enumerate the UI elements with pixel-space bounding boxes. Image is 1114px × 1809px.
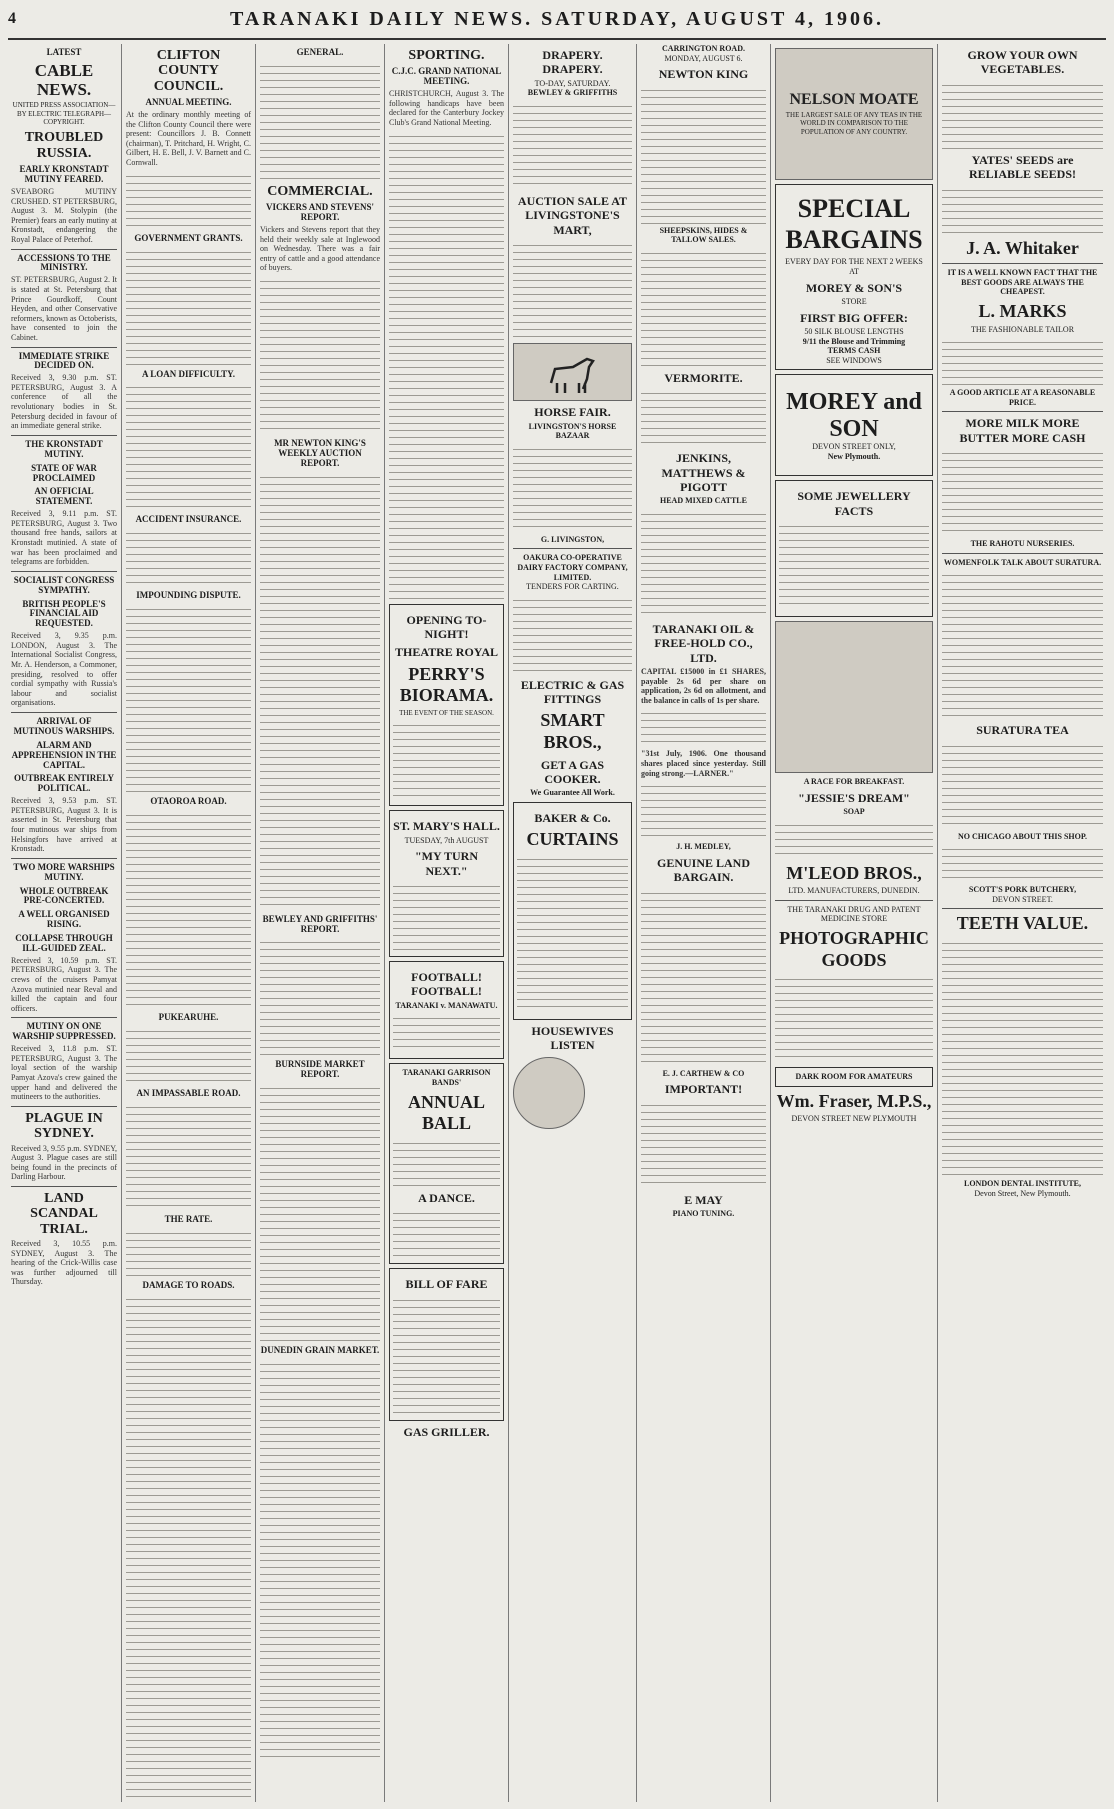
body-filler: [779, 520, 929, 610]
body-filler: [393, 1137, 500, 1187]
story-heading: AN OFFICIAL STATEMENT.: [34, 486, 94, 507]
tenders-carting: TENDERS FOR CARTING.: [526, 582, 619, 592]
body-filler: [517, 853, 628, 1013]
body-filler: [126, 246, 251, 366]
body-filler: [260, 471, 380, 911]
breakfast-illustration: [775, 621, 933, 773]
skins-sale: SHEEPSKINS, HIDES & TALLOW SALES.: [659, 225, 748, 245]
well-known-fact: IT IS A WELL KNOWN FACT THAT THE BEST GOODS ARE ALWAYS THE CHEAPEST.: [947, 268, 1098, 297]
jenkins-firm: JENKINS, MATTHEWS & PIGOTT: [661, 451, 746, 494]
story-heading: OUTBREAK ENTIRELY POLITICAL.: [14, 773, 114, 794]
meeting-heading: ANNUAL MEETING.: [145, 97, 232, 108]
body-filler: [126, 381, 251, 511]
report-heading: DUNEDIN GRAIN MARKET.: [260, 1345, 380, 1356]
hall-date: TUESDAY, 7th AUGUST: [404, 835, 489, 845]
biorama-subtitle: THE EVENT OF THE SEASON.: [399, 708, 494, 717]
divider: [11, 1106, 117, 1107]
column-shop-ads: [772, 44, 936, 1802]
blouse-price: 9/11 the Blouse and Trimming: [802, 336, 906, 346]
column-rule: [255, 44, 256, 1802]
body-filler: [393, 1207, 500, 1257]
story-heading: COLLAPSE THROUGH ILL-GUIDED ZEAL.: [15, 933, 113, 953]
ball-ad: [389, 1063, 504, 1264]
body-filler: [260, 275, 380, 435]
body-filler: [393, 1294, 500, 1414]
tea-slogan: THE LARGEST SALE OF ANY TEAS IN THE WORLD IN COMPARISON TO THE POPULATION OF ANY COUNTRY.: [785, 111, 923, 136]
more-milk: MORE MILK MORE BUTTER MORE CASH: [959, 416, 1086, 445]
divider: [942, 553, 1103, 554]
body-filler: [126, 527, 251, 587]
gas-griller: GAS GRILLER.: [403, 1424, 490, 1439]
hall-name: ST. MARY'S HALL.: [393, 819, 500, 834]
livingston-name: G. LIVINGSTON,: [540, 534, 605, 544]
body-filler: [126, 1025, 251, 1085]
column-sporting-amusements: [386, 44, 507, 1802]
guarantee-line: We Guarantee All Work.: [530, 788, 615, 798]
play-title: "MY TURN NEXT.": [415, 849, 478, 878]
kicker: LATEST: [46, 47, 82, 57]
suratura-talk: WOMENFOLK TALK ABOUT SURATURA.: [943, 557, 1102, 567]
body-filler: [126, 1293, 251, 1802]
piano-tuning: PIANO TUNING.: [672, 1209, 735, 1218]
council-heading: CLIFTON COUNTY COUNCIL.: [153, 48, 224, 94]
store-label: STORE: [841, 296, 867, 306]
story-list: [11, 165, 117, 1102]
baker-name: BAKER & Co.: [534, 811, 611, 826]
column-rule: [384, 44, 385, 1802]
chicago-shop: NO CHICAGO ABOUT THIS SHOP.: [958, 831, 1087, 841]
column-county-council: [123, 44, 254, 1802]
sporting-subheading: C.J.C. GRAND NATIONAL MEETING.: [391, 66, 502, 87]
new-plymouth: New Plymouth.: [827, 451, 881, 461]
body-filler: [260, 1082, 380, 1342]
column-rule: [636, 44, 637, 1802]
story-body: SVEABORG MUTINY CRUSHED. ST PETERSBURG, August 3. M. Stolypin (the Premier) fears an early mutiny at Kronstadt, endangering the Royal Palace of Peterhof.: [11, 187, 117, 244]
page-number: 4: [8, 10, 16, 27]
body-filler: [393, 880, 500, 950]
story-body: Received 3, 9.30 p.m. ST. PETERSBURG, August 3. A conference of all the revolutionary bodies in St. Petersburg decided in favour of an immediate general strike.: [11, 373, 117, 431]
body-filler: [942, 447, 1103, 537]
body-filler: [393, 719, 500, 799]
carthew-name: E. J. CARTHEW & CO: [662, 1068, 745, 1078]
divider: [11, 858, 117, 859]
body-filler: [641, 1099, 766, 1189]
body-filler: [513, 100, 632, 190]
report-heading: BEWLEY AND GRIFFITHS' REPORT.: [262, 913, 378, 934]
mcleod-sub: LTD. MANUFACTURERS, DUNEDIN.: [788, 886, 920, 896]
special-bargains: SPECIAL BARGAINS: [785, 194, 923, 255]
football-heading: FOOTBALL! FOOTBALL!: [411, 970, 482, 999]
jewellery-facts: SOME JEWELLERY FACTS: [797, 489, 911, 518]
body-filler: [775, 819, 933, 859]
body-filler: [389, 130, 504, 600]
divider: [11, 1186, 117, 1187]
taranaki-oil: TARANAKI OIL & FREE-HOLD CO., LTD.: [652, 621, 755, 665]
masthead: [8, 8, 1106, 40]
morey-and-son: MOREY and SON: [786, 389, 922, 442]
story-heading: WHOLE OUTBREAK PRE-CONCERTED.: [19, 885, 109, 906]
scotts-butchery: SCOTT'S PORK BUTCHERY,: [968, 885, 1077, 895]
teeth-value: TEETH VALUE.: [956, 913, 1089, 934]
body-filler: [513, 443, 632, 533]
london-dental: LONDON DENTAL INSTITUTE,: [964, 1179, 1081, 1189]
dark-room: DARK ROOM FOR AMATEURS: [775, 1067, 933, 1087]
genuine-land: GENUINE LAND BARGAIN.: [656, 855, 750, 885]
baker-ad: [513, 802, 632, 1020]
horse-illustration: [513, 343, 632, 401]
story-body: Received 3, 9.53 p.m. ST. PETERSBURG, August 3. It is asserted in St. Petersburg that four mutinous war ships from Helsingfors have arrived at Kronstadt.: [11, 796, 117, 854]
section-heading: ACCIDENT INSURANCE.: [135, 514, 242, 525]
body-filler: [942, 184, 1103, 234]
body-filler: [513, 594, 632, 674]
marks-name: L. MARKS: [978, 300, 1067, 321]
fraser-address: DEVON STREET NEW PLYMOUTH: [791, 1114, 917, 1124]
column-rule: [121, 44, 122, 1802]
section-heading: GOVERNMENT GRANTS.: [134, 232, 243, 243]
yates-seeds: YATES' SEEDS are RELIABLE SEEDS!: [968, 152, 1077, 182]
menu-ad: [389, 1268, 504, 1420]
body-filler: [641, 780, 766, 840]
rahotu-nurseries: THE RAHOTU NURSERIES.: [970, 539, 1075, 549]
newspaper-title: TARANAKI DAILY NEWS. SATURDAY, AUGUST 4, 1906.: [229, 8, 885, 30]
general-heading: GENERAL.: [296, 47, 344, 57]
sporting-heading: SPORTING.: [408, 48, 485, 63]
story-heading: A WELL ORGANISED RISING.: [18, 909, 110, 930]
plague-heading: PLAGUE IN SYDNEY.: [25, 1110, 103, 1142]
good-article: A GOOD ARTICLE AT A REASONABLE PRICE.: [949, 388, 1096, 407]
race-for-breakfast: A RACE FOR BREAKFAST.: [803, 777, 905, 787]
dairy-company: OAKURA CO-OPERATIVE DAIRY FACTORY COMPANY, LIMITED.: [517, 553, 628, 582]
curtains-label: CURTAINS: [526, 829, 619, 850]
drapery-heading: DRAPERY. DRAPERY.: [542, 48, 603, 77]
sporting-body: CHRISTCHURCH, August 3. The following handicaps have been declared for the Canterbury Jockey Club's Grand National Meeting.: [389, 89, 504, 127]
column-stock-sales: [638, 44, 769, 1802]
story-body: Received 3, 9.11 p.m. ST. PETERSBURG, August 3. Two thousand free hands, sailors at Kronstadt mutinied. A state of war has been proclaimed and telegrams are forbidden.: [11, 509, 117, 567]
opening-tonight: OPENING TO-NIGHT!: [406, 612, 487, 641]
divider: [11, 249, 117, 250]
column-auctions: [510, 44, 635, 1802]
carrington-road: CARRINGTON ROAD.: [662, 44, 745, 53]
report-heading: BURNSIDE MARKET REPORT.: [275, 1059, 365, 1080]
body-filler: [126, 1227, 251, 1277]
horse-icon: [543, 349, 603, 395]
mcleod-bros: M'LEOD BROS.,: [786, 862, 922, 883]
every-day: EVERY DAY FOR THE NEXT 2 WEEKS: [785, 257, 923, 267]
morey-store-name: MOREY & SON'S: [805, 280, 903, 295]
section-heading: TROUBLED RUSSIA.: [24, 130, 104, 161]
report-heading: VICKERS AND STEVENS' REPORT.: [265, 202, 375, 223]
morey-son-ad: [775, 374, 933, 476]
fraser-name: Wm. Fraser, M.P.S.,: [776, 1090, 932, 1111]
body-filler: [641, 508, 766, 618]
body-filler: [641, 887, 766, 1067]
fashionable-tailor: THE FASHIONABLE TAILOR: [970, 324, 1075, 334]
drug-store: THE TARANAKI DRUG AND PATENT MEDICINE STORE: [787, 904, 921, 924]
story-heading: ALARM AND APPREHENSION IN THE CAPITAL.: [11, 739, 117, 770]
land-scandal-heading: LAND SCANDAL TRIAL.: [30, 1190, 98, 1237]
cable-news-heading: CABLE NEWS.: [34, 60, 94, 99]
theatre-name: THEATRE ROYAL: [394, 645, 499, 660]
credit-line: UNITED PRESS ASSOCIATION—BY ELECTRIC TELEGRAPH—COPYRIGHT.: [12, 101, 116, 127]
monday-date: MONDAY, AUGUST 6.: [664, 53, 743, 63]
opening-telegram: "31st July, 1906. One thousand shares placed since yesterday. Still going strong.—LARNER.": [641, 749, 766, 778]
horse-bazaar: LIVINGSTON'S HORSE BAZAAR: [528, 421, 617, 441]
divider: [11, 712, 117, 713]
medley-name: J. H. MEDLEY,: [676, 842, 731, 852]
report-body: Vickers and Stevens report that they held their weekly sale at Inglewood on Wednesday. There was a fair entry of cattle and a good attendance of buyers.: [260, 225, 380, 273]
story-heading: ARRIVAL OF MUTINOUS WARSHIPS.: [13, 715, 115, 736]
mixed-cattle: HEAD MIXED CATTLE: [660, 496, 747, 506]
electric-fittings: ELECTRIC & GAS FITTINGS: [520, 677, 625, 707]
at-label: AT: [849, 266, 859, 276]
body-filler: [942, 569, 1103, 719]
match-title: TARANAKI v. MANAWATU.: [395, 1000, 498, 1010]
annual-ball: ANNUAL BALL: [407, 1091, 485, 1134]
smart-bros: SMART BROS.,: [540, 710, 605, 753]
jewellery-ad: [775, 480, 933, 617]
divider: [11, 571, 117, 572]
portland-cement-seal: [513, 1057, 585, 1129]
divider: [11, 435, 117, 436]
firm-name: BEWLEY & GRIFFITHS: [527, 88, 618, 98]
terms-cash: TERMS CASH: [827, 346, 881, 356]
section-heading: IMPOUNDING DISPUTE.: [136, 590, 241, 601]
divider: [942, 411, 1103, 412]
biorama-title: PERRY'S BIORAMA.: [399, 663, 494, 706]
photographic-goods: PHOTOGRAPHIC GOODS: [779, 928, 929, 970]
dance-heading: A DANCE.: [418, 1190, 475, 1205]
body-filler: [942, 336, 1103, 386]
column-small-ads: [939, 44, 1106, 1802]
divider: [942, 908, 1103, 909]
commercial-heading: COMMERCIAL.: [267, 183, 373, 199]
column-cable-news: [8, 44, 120, 1802]
today-line: TO-DAY, SATURDAY.: [534, 78, 611, 88]
section-heading: DAMAGE TO ROADS.: [142, 1279, 235, 1290]
body-filler: [260, 1358, 380, 1758]
horse-fair: HORSE FAIR.: [534, 405, 611, 420]
section-heading: PUKEARUHE.: [158, 1012, 219, 1023]
soap-label: SOAP: [843, 807, 865, 817]
story-heading: STATE OF WAR PROCLAIMED: [31, 462, 97, 483]
hall-ad: [389, 810, 504, 957]
body-filler: [641, 84, 766, 224]
body-filler: [775, 973, 933, 1063]
ball-organiser: TARANAKI GARRISON BANDS': [402, 1068, 491, 1088]
nelson-moate-tea-ad: [775, 48, 933, 180]
body-filler: [641, 247, 766, 367]
body-filler: [260, 936, 380, 1056]
auction-sale: AUCTION SALE AT LIVINGSTONE'S MART,: [517, 193, 628, 237]
devon-street-only: DEVON STREET ONLY,: [812, 442, 896, 452]
council-body: At the ordinary monthly meeting of the Clifton County Council there were present: Councillors J. B. Connett (chairman), T. Pritchard, H. Wright, C. Gilbert, H. E. Bell, J. V. Barnett and C. Cornwall.: [126, 110, 251, 168]
divider: [513, 548, 632, 549]
story-heading: IMMEDIATE STRIKE DECIDED ON.: [18, 350, 110, 371]
body-filler: [393, 1012, 500, 1052]
column-rule: [770, 44, 771, 1802]
story-heading: BRITISH PEOPLE'S FINANCIAL AID REQUESTED.: [22, 598, 106, 629]
body-filler: [641, 707, 766, 747]
report-heading: MR NEWTON KING'S WEEKLY AUCTION REPORT.: [274, 438, 366, 468]
section-heading: THE RATE.: [164, 1213, 213, 1224]
body-filler: [260, 60, 380, 180]
vermorite: VERMORITE.: [664, 370, 743, 385]
body-filler: [942, 843, 1103, 883]
story-body: Received 3, 9.35 p.m. LONDON, August 3. The International Socialist Congress, Mr. A. Henderson, a Commoner, presiding, resolved to offer cordial sympathy with Russia's labour and socialist organisations.: [11, 631, 117, 708]
body-filler: [126, 1101, 251, 1211]
grow-vegetables: GROW YOUR OWN VEGETABLES.: [967, 48, 1078, 77]
story-heading: ACCESSIONS TO THE MINISTRY.: [17, 252, 111, 273]
body-filler: [126, 603, 251, 793]
land-scandal-body: Received 3, 10.55 p.m. SYDNEY, August 3. The hearing of the Crick-Willis case was further adjourned till Thursday.: [11, 1239, 117, 1287]
story-body: Received 3, 10.59 p.m. ST. PETERSBURG, August 3. The crews of the cruisers Pamyat Azova mutinied near Reval and killed the captain and four officers.: [11, 955, 117, 1013]
nelson-moate-brand: NELSON MOATE: [789, 90, 919, 108]
body-filler: [942, 740, 1103, 830]
council-body-filler: [126, 170, 251, 230]
capital-offer: CAPITAL £15000 in £1 SHARES, payable 2s 6d per share on application, 2s 6d on allotment, and the balance in calls of 1s per share.: [641, 667, 766, 705]
football-ad: [389, 961, 504, 1059]
important-heading: IMPORTANT!: [664, 1082, 743, 1097]
story-heading: THE KRONSTADT MUTINY.: [25, 438, 103, 459]
may-name: E MAY: [684, 1192, 723, 1207]
special-bargains-ad: [775, 184, 933, 370]
divider: [11, 1017, 117, 1018]
whitaker-name: J. A. Whitaker: [966, 237, 1079, 258]
body-filler: [641, 387, 766, 447]
section-heading: OTAOROA ROAD.: [150, 796, 227, 807]
divider: [11, 347, 117, 348]
section-heading: A LOAN DIFFICULTY.: [141, 368, 236, 379]
suratura-tea: SURATURA TEA: [976, 723, 1069, 738]
gas-cooker: GET A GAS COOKER.: [540, 757, 605, 787]
story-heading: SOCIALIST CONGRESS SYMPATHY.: [13, 574, 115, 595]
story-heading: MUTINY ON ONE WARSHIP SUPPRESSED.: [12, 1021, 116, 1042]
body-filler: [942, 937, 1103, 1177]
dental-address: Devon Street, New Plymouth.: [974, 1188, 1071, 1198]
divider: [942, 263, 1103, 264]
plague-body: Received 3, 9.55 p.m. SYDNEY, August 3. Plague cases are still being found in the precincts of Darling Harbour.: [11, 1143, 117, 1182]
story-body: Received 3, 11.8 p.m. ST. PETERSBURG, August 3. The loyal section of the warship Pamyat Azova's crew gained the upper hand and delivered the mutineers to the authorities.: [11, 1044, 117, 1102]
see-windows: SEE WINDOWS: [826, 355, 882, 365]
housewives-listen: HOUSEWIVES LISTEN: [531, 1024, 614, 1053]
devon-street: DEVON STREET.: [992, 894, 1053, 904]
body-filler: [513, 239, 632, 339]
section-heading: AN IMPASSABLE ROAD.: [136, 1087, 241, 1098]
column-rule: [937, 44, 938, 1802]
story-heading: TWO MORE WARSHIPS MUTINY.: [13, 861, 115, 882]
column-rule: [508, 44, 509, 1802]
story-body: ST. PETERSBURG, August 2. It is stated at St. Petersburg that Prince Gourdkoff, Count Heyden, and other Conservative reformers, known as Octoberists, have consented to join the Cabinet.: [11, 275, 117, 342]
story-heading: EARLY KRONSTADT MUTINY FEARED.: [19, 164, 109, 185]
column-commercial: [257, 44, 383, 1802]
newton-king: NEWTON KING: [658, 67, 749, 82]
theatre-ad: [389, 604, 504, 807]
jessies-dream: "JESSIE'S DREAM": [798, 790, 910, 805]
bill-of-fare: BILL OF FARE: [405, 1277, 488, 1292]
body-filler: [126, 809, 251, 1009]
first-offer: FIRST BIG OFFER:: [800, 310, 908, 325]
blouse-lengths: 50 SILK BLOUSE LENGTHS: [804, 326, 904, 336]
divider: [775, 900, 933, 901]
body-filler: [942, 79, 1103, 149]
